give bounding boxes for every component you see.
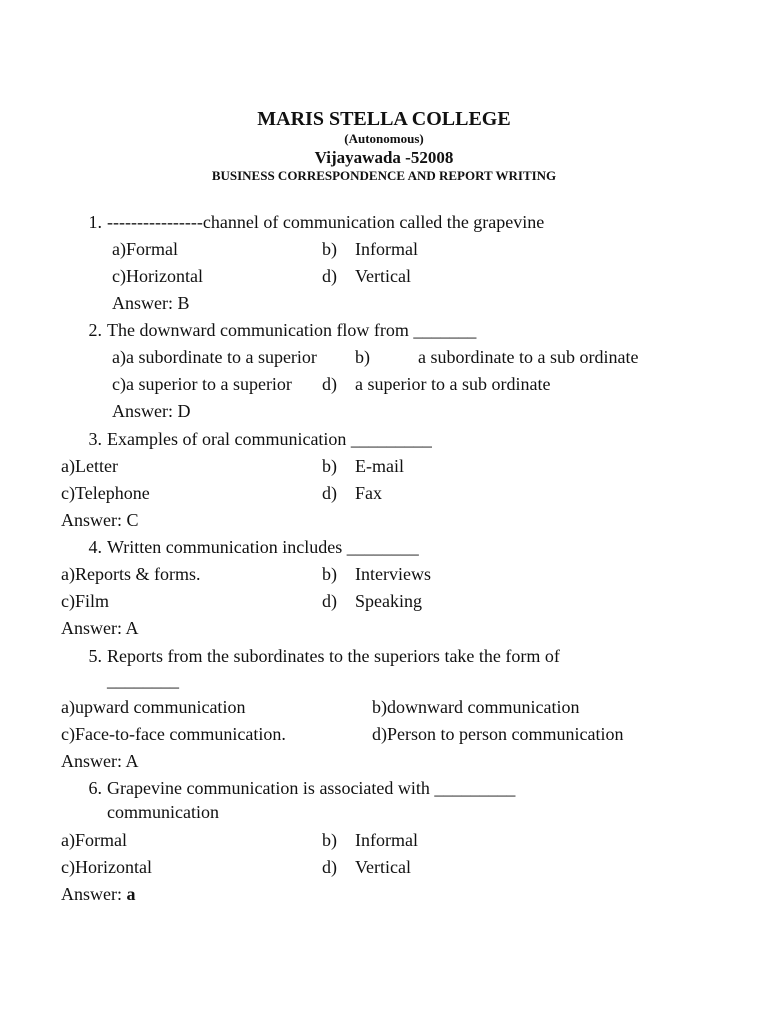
- question-4-option-c: c)Film: [61, 591, 109, 611]
- question-4-option-b-letter: b): [322, 564, 337, 584]
- question-2-option-c: c)a superior to a superior: [112, 374, 292, 394]
- question-1-option-b: Informal: [355, 239, 418, 259]
- question-4-option-a: a)Reports & forms.: [61, 564, 201, 584]
- question-6-number: 6.: [88, 778, 102, 798]
- question-3-option-b-letter: b): [322, 456, 337, 476]
- question-1-option-d: Vertical: [355, 266, 411, 286]
- question-5-text: Reports from the subordinates to the superiors take the form of: [107, 646, 560, 666]
- question-4-option-d-letter: d): [322, 591, 337, 611]
- question-5-option-c: c)Face-to-face communication.: [61, 724, 286, 744]
- question-1-number: 1.: [88, 212, 102, 232]
- question-2-number: 2.: [88, 320, 102, 340]
- question-6-text-continued: communication: [107, 802, 219, 822]
- subject-title: BUSINESS CORRESPONDENCE AND REPORT WRITING: [211, 168, 557, 183]
- question-1-option-c: c)Horizontal: [112, 266, 203, 286]
- question-3-option-a: a)Letter: [61, 456, 118, 476]
- question-1-answer: Answer: B: [112, 293, 190, 313]
- question-2-option-b: a subordinate to a sub ordinate: [418, 347, 639, 367]
- question-2-option-d: a superior to a sub ordinate: [355, 374, 551, 394]
- question-5-option-a: a)upward communication: [61, 697, 246, 717]
- question-3-option-d: Fax: [355, 483, 382, 503]
- question-4-option-d: Speaking: [355, 591, 422, 611]
- question-5-option-d: d)Person to person communication: [372, 724, 624, 744]
- question-2-option-a: a)a subordinate to a superior: [112, 347, 317, 367]
- question-2-option-b-letter: b): [355, 347, 370, 367]
- question-3-option-d-letter: d): [322, 483, 337, 503]
- question-6-answer: [61, 883, 136, 905]
- question-2-text: The downward communication flow from _______: [107, 320, 477, 340]
- question-1-option-b-letter: b): [322, 239, 337, 259]
- question-5-text-blank: ________: [107, 670, 179, 690]
- question-1-option-d-letter: d): [322, 266, 337, 286]
- question-6-option-c: c)Horizontal: [61, 857, 152, 877]
- question-3-number: 3.: [88, 429, 102, 449]
- question-4-option-b: Interviews: [355, 564, 431, 584]
- question-1-text: ----------------channel of communication called the grapevine: [107, 212, 545, 232]
- question-6-answer-label: Answer:: [61, 884, 127, 904]
- question-3-option-c: c)Telephone: [61, 483, 150, 503]
- question-6-answer-value: a: [126, 884, 136, 904]
- question-4-answer: Answer: A: [61, 618, 139, 638]
- question-5-answer: Answer: A: [61, 751, 139, 771]
- question-5-option-b: b)downward communication: [372, 697, 580, 717]
- college-status: (Autonomous): [344, 131, 424, 146]
- question-6-option-a: a)Formal: [61, 830, 127, 850]
- question-3-answer: Answer: C: [61, 510, 139, 530]
- question-6-option-b-letter: b): [322, 830, 337, 850]
- college-name: MARIS STELLA COLLEGE: [257, 108, 511, 130]
- question-2-answer: Answer: D: [112, 401, 191, 421]
- question-3-text: Examples of oral communication _________: [107, 429, 432, 449]
- college-city: Vijayawada -52008: [314, 148, 454, 167]
- question-5-number: 5.: [88, 646, 102, 666]
- question-6-option-b: Informal: [355, 830, 418, 850]
- question-6-option-d: Vertical: [355, 857, 411, 877]
- question-4-text: Written communication includes ________: [107, 537, 419, 557]
- question-1-option-a: a)Formal: [112, 239, 178, 259]
- question-2-option-d-letter: d): [322, 374, 337, 394]
- question-6-option-d-letter: d): [322, 857, 337, 877]
- question-3-option-b: E-mail: [355, 456, 404, 476]
- question-6-text: Grapevine communication is associated with _________: [107, 778, 516, 798]
- question-4-number: 4.: [88, 537, 102, 557]
